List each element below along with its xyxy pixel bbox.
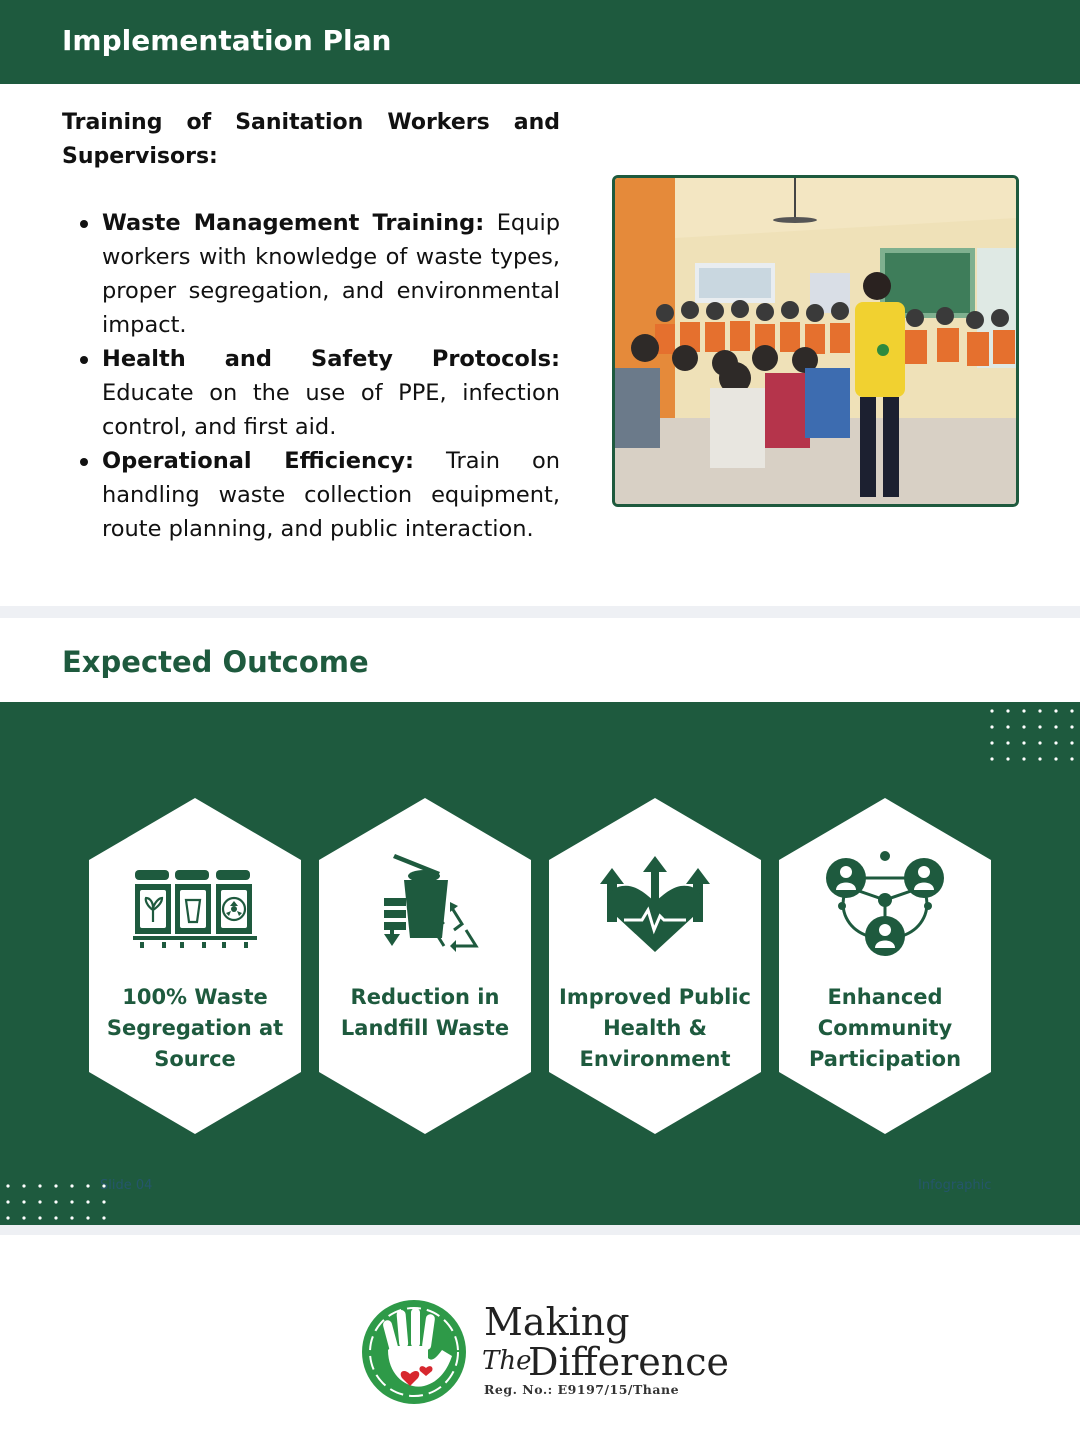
- recycling-bins-icon: [130, 850, 260, 960]
- section-divider: [0, 606, 1080, 618]
- hand-heart-logo-icon: [358, 1296, 474, 1408]
- bullet-health-safety: [62, 342, 560, 444]
- ghost-slide-label: Slide 04: [100, 1178, 153, 1193]
- training-bullet-list: [62, 206, 560, 546]
- training-heading-line2: Supervisors:: [62, 144, 218, 169]
- trash-bin-recycle-icon: [360, 850, 490, 960]
- logo-text-difference: Difference: [528, 1340, 730, 1384]
- outcome-card-segregation: [89, 798, 301, 1134]
- bullet-text: Educate on the use of PPE, infection control, and first aid.: [102, 380, 560, 440]
- bullet-operational-efficiency: [62, 444, 560, 546]
- heart-pulse-arrows-icon: [590, 850, 720, 960]
- outcome-label: Reduction in Landfill Waste: [340, 985, 510, 1040]
- bullet-text: Equip workers with knowledge of waste types, proper segregation, and environmental impact.: [102, 210, 560, 338]
- classroom-illustration: [615, 178, 1016, 504]
- bullet-title: Health and Safety Protocols:: [102, 346, 560, 372]
- bullet-dot-icon: [80, 356, 88, 364]
- outcome-card-community: [779, 798, 991, 1134]
- page-title: Implementation Plan: [62, 24, 392, 57]
- bullet-dot-icon: [80, 220, 88, 228]
- bullet-text: Train on handling waste collection equipment, route planning, and public interaction.: [102, 448, 560, 542]
- hexagon-shape: [549, 798, 761, 1134]
- bullet-dot-icon: [80, 458, 88, 466]
- dot-grid-bottom-left: [0, 1180, 112, 1224]
- header-bar: [0, 0, 1080, 84]
- logo-text-the: The: [482, 1346, 532, 1376]
- bullet-waste-management: [62, 206, 560, 342]
- footer-divider: [0, 1225, 1080, 1235]
- hexagon-shape: [319, 798, 531, 1134]
- training-heading: [62, 106, 560, 174]
- hexagon-shape: [779, 798, 991, 1134]
- people-network-icon: [820, 850, 950, 960]
- outcome-card-landfill: [319, 798, 531, 1134]
- dot-grid-top-right: [986, 705, 1080, 765]
- outcome-label: 100% Waste Segregation at Source: [106, 985, 284, 1071]
- hexagon-shape: [89, 798, 301, 1134]
- outcome-label: Enhanced Community Participation: [808, 985, 962, 1071]
- logo-text-making: Making: [484, 1300, 630, 1344]
- logo-registration-number: Reg. No.: E9197/15/Thane: [484, 1382, 680, 1397]
- expected-outcome-title: Expected Outcome: [62, 645, 369, 679]
- training-session-photo: [612, 175, 1019, 507]
- ghost-infographic-label: Infographic: [918, 1178, 992, 1193]
- outcome-card-health: [549, 798, 761, 1134]
- bullet-title: Waste Management Training:: [102, 210, 485, 236]
- outcome-label: Improved Public Health & Environment: [559, 985, 752, 1071]
- training-heading-line1: Training of Sanitation Workers and: [62, 110, 560, 135]
- bullet-title: Operational Efficiency:: [102, 448, 415, 474]
